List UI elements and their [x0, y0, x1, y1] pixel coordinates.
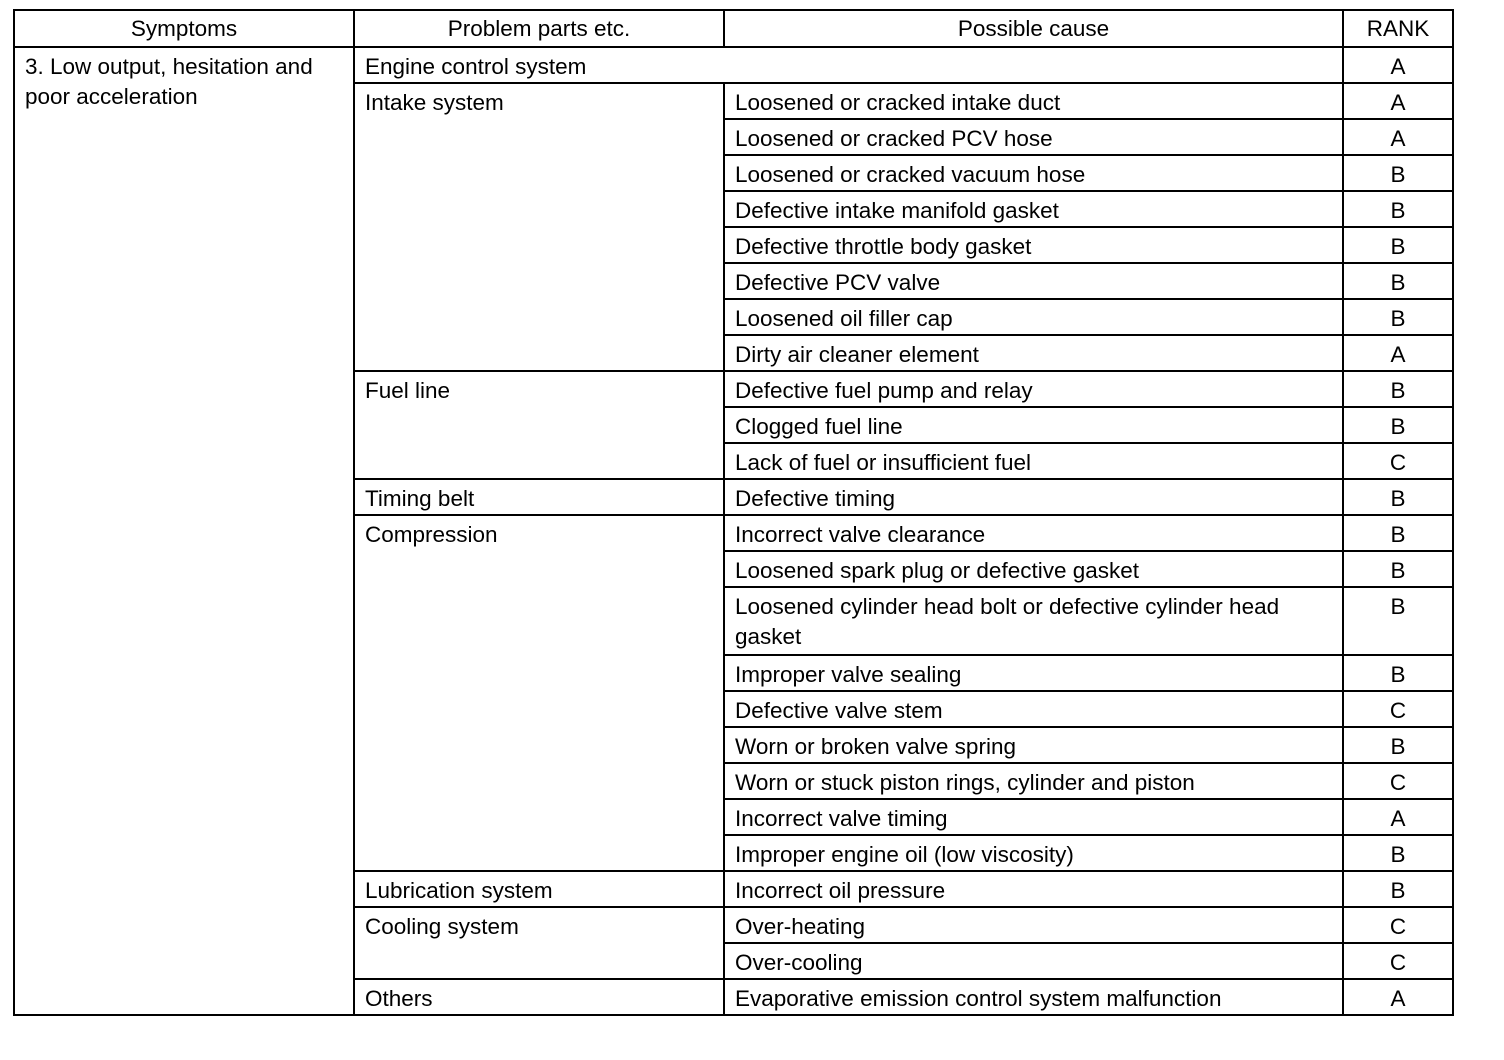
symptom-cell: 3. Low output, hesitation and poor acceleration	[14, 47, 354, 1015]
rank-cell: B	[1343, 263, 1453, 299]
header-problem-parts: Problem parts etc.	[354, 10, 724, 47]
rank-cell: B	[1343, 371, 1453, 407]
possible-cause-cell: Loosened spark plug or defective gasket	[724, 551, 1343, 587]
rank-cell: C	[1343, 691, 1453, 727]
problem-part-cell: Compression	[354, 515, 724, 871]
possible-cause-cell: Defective fuel pump and relay	[724, 371, 1343, 407]
rank-cell: A	[1343, 335, 1453, 371]
rank-cell: C	[1343, 943, 1453, 979]
rank-cell: A	[1343, 119, 1453, 155]
rank-cell: C	[1343, 443, 1453, 479]
rank-cell: B	[1343, 587, 1453, 655]
rank-cell: B	[1343, 479, 1453, 515]
possible-cause-cell: Defective PCV valve	[724, 263, 1343, 299]
possible-cause-cell: Over-cooling	[724, 943, 1343, 979]
rank-cell: B	[1343, 835, 1453, 871]
problem-part-cell: Lubrication system	[354, 871, 724, 907]
rank-cell: B	[1343, 155, 1453, 191]
possible-cause-cell: Loosened or cracked vacuum hose	[724, 155, 1343, 191]
possible-cause-cell: Dirty air cleaner element	[724, 335, 1343, 371]
problem-part-cell: Intake system	[354, 83, 724, 371]
possible-cause-cell: Worn or broken valve spring	[724, 727, 1343, 763]
table-row	[14, 47, 1453, 83]
troubleshooting-table	[13, 9, 1454, 1016]
rank-cell: B	[1343, 655, 1453, 691]
header-rank: RANK	[1343, 10, 1453, 47]
rank-cell: B	[1343, 227, 1453, 263]
possible-cause-cell: Incorrect valve clearance	[724, 515, 1343, 551]
rank-cell: C	[1343, 907, 1453, 943]
possible-cause-cell: Incorrect oil pressure	[724, 871, 1343, 907]
possible-cause-cell: Defective timing	[724, 479, 1343, 515]
rank-cell: B	[1343, 515, 1453, 551]
possible-cause-cell: Defective intake manifold gasket	[724, 191, 1343, 227]
header-symptoms: Symptoms	[14, 10, 354, 47]
rank-cell: B	[1343, 551, 1453, 587]
rank-cell: B	[1343, 871, 1453, 907]
rank-cell: A	[1343, 979, 1453, 1015]
rank-cell: B	[1343, 727, 1453, 763]
possible-cause-cell: Defective valve stem	[724, 691, 1343, 727]
problem-part-cell: Others	[354, 979, 724, 1015]
possible-cause-cell: Loosened or cracked PCV hose	[724, 119, 1343, 155]
possible-cause-cell: Incorrect valve timing	[724, 799, 1343, 835]
problem-part-cell: Cooling system	[354, 907, 724, 979]
rank-cell: A	[1343, 799, 1453, 835]
possible-cause-cell: Evaporative emission control system malfunction	[724, 979, 1343, 1015]
rank-cell: B	[1343, 191, 1453, 227]
rank-cell: B	[1343, 407, 1453, 443]
table-body	[14, 47, 1453, 1015]
possible-cause-cell: Over-heating	[724, 907, 1343, 943]
rank-cell: A	[1343, 83, 1453, 119]
header-possible-cause: Possible cause	[724, 10, 1343, 47]
possible-cause-cell: Clogged fuel line	[724, 407, 1343, 443]
possible-cause-cell: Improper engine oil (low viscosity)	[724, 835, 1343, 871]
problem-part-cell: Timing belt	[354, 479, 724, 515]
possible-cause-cell: Loosened or cracked intake duct	[724, 83, 1343, 119]
problem-part-cell: Engine control system	[354, 47, 1343, 83]
possible-cause-cell: Worn or stuck piston rings, cylinder and piston	[724, 763, 1343, 799]
rank-cell: B	[1343, 299, 1453, 335]
rank-cell: C	[1343, 763, 1453, 799]
possible-cause-cell: Loosened cylinder head bolt or defective cylinder head gasket	[724, 587, 1343, 655]
possible-cause-cell: Lack of fuel or insufficient fuel	[724, 443, 1343, 479]
possible-cause-cell: Loosened oil filler cap	[724, 299, 1343, 335]
problem-part-cell: Fuel line	[354, 371, 724, 479]
header-row	[14, 10, 1453, 47]
possible-cause-cell: Improper valve sealing	[724, 655, 1343, 691]
rank-cell: A	[1343, 47, 1453, 83]
possible-cause-cell: Defective throttle body gasket	[724, 227, 1343, 263]
